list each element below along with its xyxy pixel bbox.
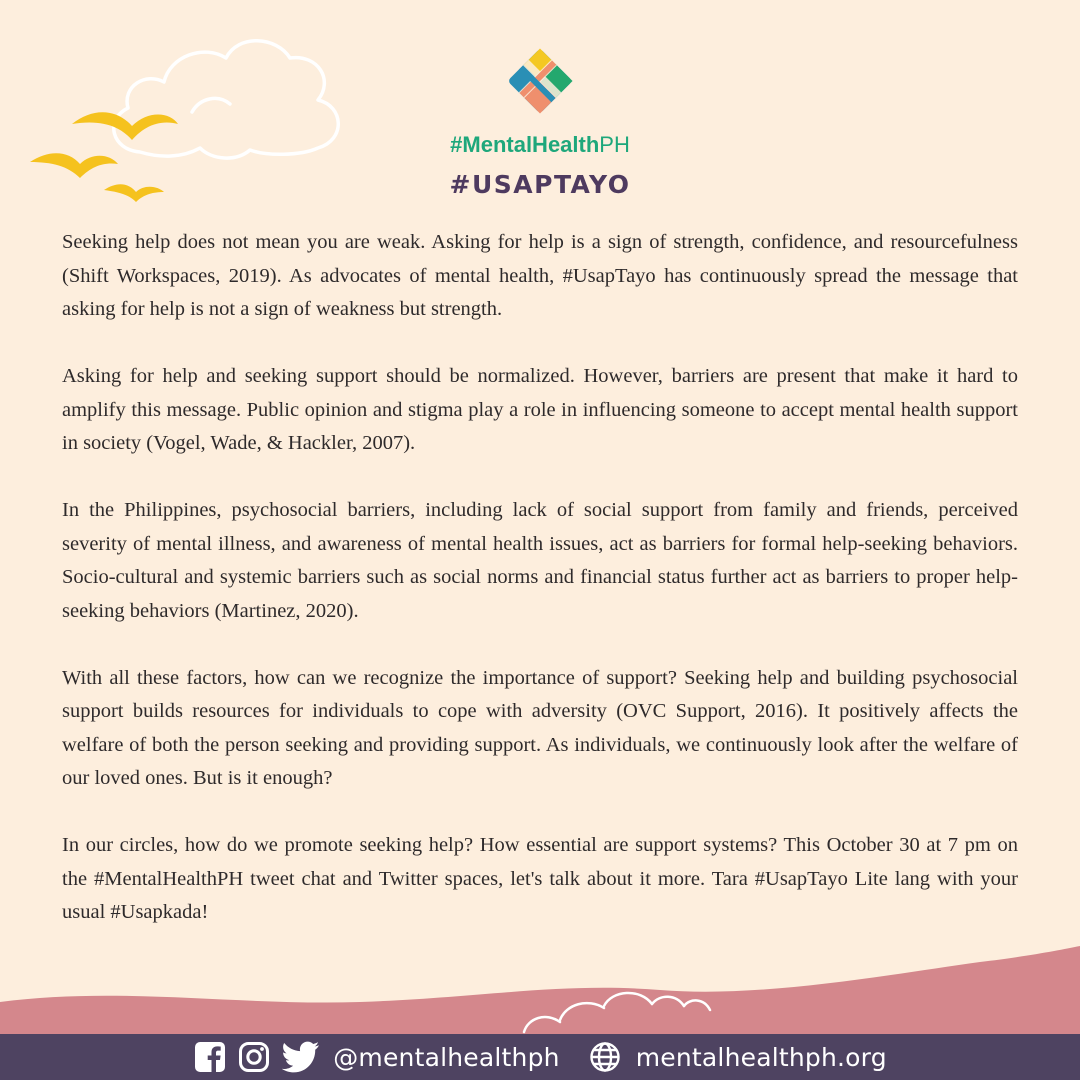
article-paragraph: Seeking help does not mean you are weak. Asking for help is a sign of strength, confidence, and resourcefulness (Shift Workspaces, 2019). As advocates of mental health, #UsapTayo has continuously spread the message that asking for help is not a sign of weakness but strength. (62, 231, 1018, 320)
instagram-icon[interactable] (237, 1040, 271, 1074)
article-paragraph: Asking for help and seeking support should be normalized. However, barriers are present that make it hard to amplify this message. Public opinion and stigma play a role in influencing someone to accept mental health support in society (Vogel, Wade, & Hackler, 2007). (62, 365, 1018, 454)
article-paragraph: With all these factors, how can we recognize the importance of support? Seeking help and building psychosocial support builds resources for individuals to cope with adversity (OVC Support, 2016). It positively affects the welfare of both the person seeking and providing support. As individuals, we continuously look after the welfare of our loved ones. But is it enough? (62, 666, 1018, 789)
brand-hashtag-suffix: PH (599, 132, 630, 157)
article-paragraph: In the Philippines, psychosocial barriers, including lack of social support from family and friends, perceived severity of mental illness, and awareness of mental health issues, act as barriers for formal help-seeking behaviors. Socio-cultural and systemic barriers such as social norms and financial status further act as barriers to proper help-seeking behaviors (Martinez, 2020). (62, 499, 1018, 622)
facebook-icon[interactable] (193, 1040, 227, 1074)
article-paragraph: In our circles, how do we promote seeking help? How essential are support systems? This October 30 at 7 pm on the #MentalHealthPH tweet chat and Twitter spaces, let's talk about it more. Tara #UsapTayo Lite lang with your usual #Usapkada! (62, 834, 1018, 923)
brand-hashtag (0, 130, 1080, 160)
brand-hashtag-main: #MentalHealth (450, 132, 600, 157)
mentalhealthph-logo (503, 44, 577, 118)
article-body (62, 226, 1018, 963)
campaign-hashtag: #USAPTAYO (449, 170, 631, 199)
footer-social-links (0, 1034, 1080, 1080)
social-handle[interactable]: @mentalhealthph (333, 1042, 560, 1072)
doodle-decoration (524, 993, 710, 1032)
website-link[interactable]: mentalhealthph.org (635, 1042, 887, 1072)
globe-icon (588, 1040, 622, 1074)
twitter-icon[interactable] (281, 1040, 321, 1074)
